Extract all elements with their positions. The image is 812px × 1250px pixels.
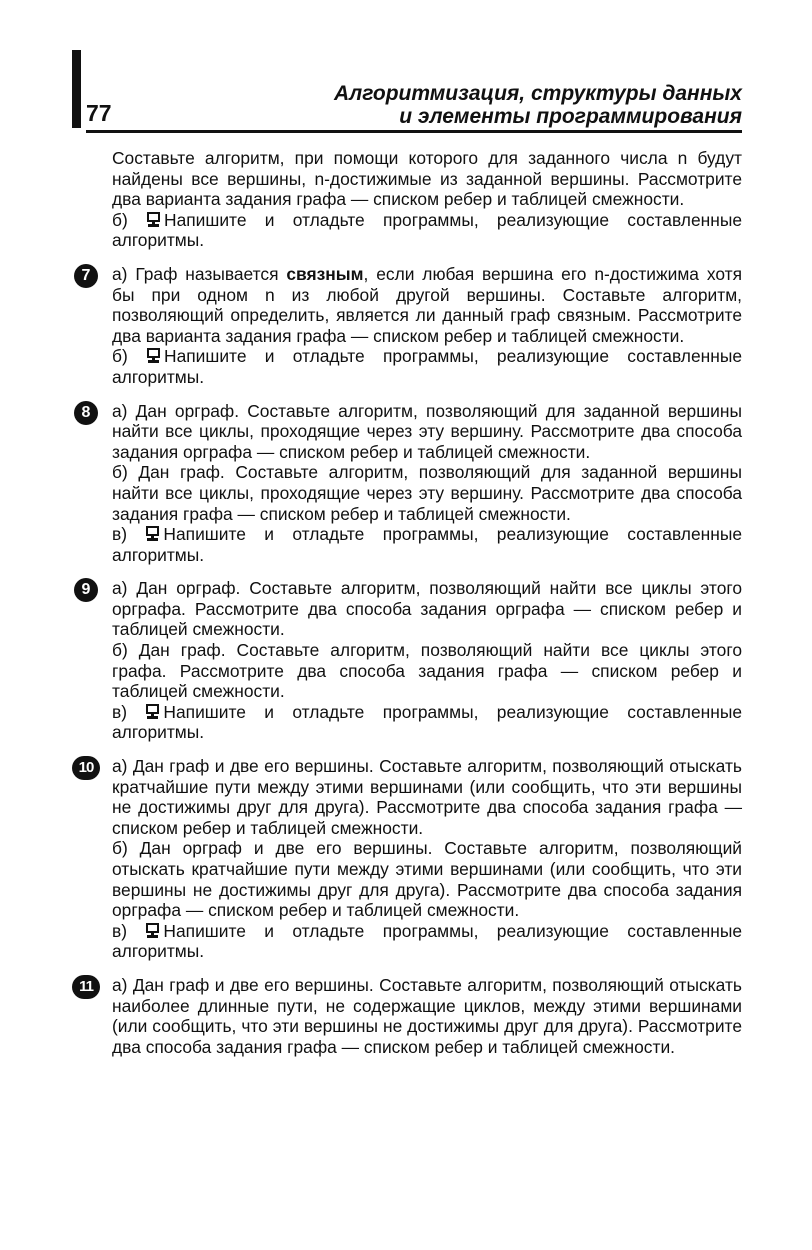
task-number-badge: 11 <box>72 975 100 999</box>
task-paragraph: а) Дан граф и две его вершины. Составьте алгоритм, позволяющий отыскать кратчайшие пути между этими вершинами (или сообщить, что эти вершины не достижимы друг для друга). Рассмотрите два способа задания графа — списком ребер и таблицей смежности. <box>112 756 742 838</box>
task-paragraph <box>112 210 742 251</box>
task-number-badge: 7 <box>74 264 98 288</box>
task-paragraph <box>112 264 742 346</box>
task-text: Напишите и отладьте программы, реализующие составленные алгоритмы. <box>112 701 742 743</box>
page-number: 77 <box>86 100 112 126</box>
task-text: а) Граф называется <box>112 263 287 284</box>
task-7 <box>81 263 742 388</box>
running-header <box>334 82 742 128</box>
term-bold: связным <box>286 263 364 284</box>
part-label: б) <box>112 346 128 367</box>
part-label: в) <box>112 701 128 722</box>
task-paragraph: б) Дан граф. Составьте алгоритм, позволяющий для заданной вершины найти все циклы, проходящие через эту вершину. Рассмотрите два способа задания графа — списком ребер и таблицей смежности. <box>112 462 742 524</box>
margin-bar <box>72 50 81 128</box>
part-label: б) <box>112 209 128 230</box>
task-paragraph <box>112 921 742 962</box>
header-title-line2: и элементы программирования <box>399 105 742 128</box>
task-text: , если любая вершина его n-достижима хотя бы при одном n из любой другой вершины. Составьте алгоритм, позволяющий определить, является ли данный граф связным. Рассмотрите два варианта задания графа — списком ребер и таблицей смежности. <box>112 263 742 346</box>
task-11 <box>79 974 742 1057</box>
task-paragraph: а) Дан граф и две его вершины. Составьте алгоритм, позволяющий отыскать наиболее длинные пути, не содержащие циклов, между этими вершинами (или сообщить, что эти вершины не достижимы друг для друга). Рассмотрите два способа задания графа — списком ребер и таблицей смежности. <box>112 974 742 1057</box>
task-paragraph: б) Дан орграф и две его вершины. Составьте алгоритм, позволяющий отыскать кратчайшие пути между этими вершинами (или сообщить, что эти вершины не достижимы друг для друга). Рассмотрите два способа задания орграфа — списком ребер и таблицей смежности. <box>112 838 742 921</box>
task-paragraph <box>112 346 742 387</box>
task-paragraph: Составьте алгоритм, при помощи которого для заданного числа n будут найдены все вершины, n-достижимые из заданной вершины. Рассмотрите два варианта задания графа — списком ребер и таблицей смежности. <box>112 148 742 210</box>
task-paragraph <box>112 524 742 565</box>
computer-icon <box>146 211 161 228</box>
computer-icon <box>146 347 161 364</box>
header-title-line1: Алгоритмизация, структуры данных <box>333 82 742 105</box>
task-text: Напишите и отладьте программы, реализующие составленные алгоритмы. <box>112 920 742 962</box>
computer-icon <box>145 922 160 939</box>
task-8 <box>81 400 742 566</box>
part-label: в) <box>112 524 128 545</box>
task-number-badge: 9 <box>74 578 98 602</box>
task-number-badge: 8 <box>74 401 98 425</box>
task-text: Напишите и отладьте программы, реализующие составленные алгоритмы. <box>112 209 742 251</box>
task-continuation <box>112 148 742 251</box>
part-label: в) <box>112 920 128 941</box>
task-text: Напишите и отладьте программы, реализующие составленные алгоритмы. <box>112 524 742 565</box>
task-paragraph <box>112 702 742 743</box>
task-paragraph: а) Дан орграф. Составьте алгоритм, позволяющий найти все циклы этого орграфа. Рассмотрите два способа задания орграфа — списком ребер и таблицей смежности. <box>112 578 742 640</box>
task-paragraph: а) Дан орграф. Составьте алгоритм, позволяющий для заданной вершины найти все циклы, проходящие через эту вершину. Рассмотрите два способа задания орграфа — списком ребер и таблицей смежности. <box>112 400 742 462</box>
computer-icon <box>145 525 160 542</box>
task-paragraph: б) Дан граф. Составьте алгоритм, позволяющий найти все циклы этого графа. Рассмотрите два способа задания графа — списком ребер и таблицей смежности. <box>112 640 742 702</box>
task-number-badge: 10 <box>72 756 100 780</box>
task-text: Напишите и отладьте программы, реализующие составленные алгоритмы. <box>112 346 742 387</box>
page-content <box>78 148 742 1057</box>
header-rule <box>86 130 742 133</box>
task-9 <box>81 578 742 743</box>
computer-icon <box>145 703 160 720</box>
task-10 <box>78 756 742 962</box>
